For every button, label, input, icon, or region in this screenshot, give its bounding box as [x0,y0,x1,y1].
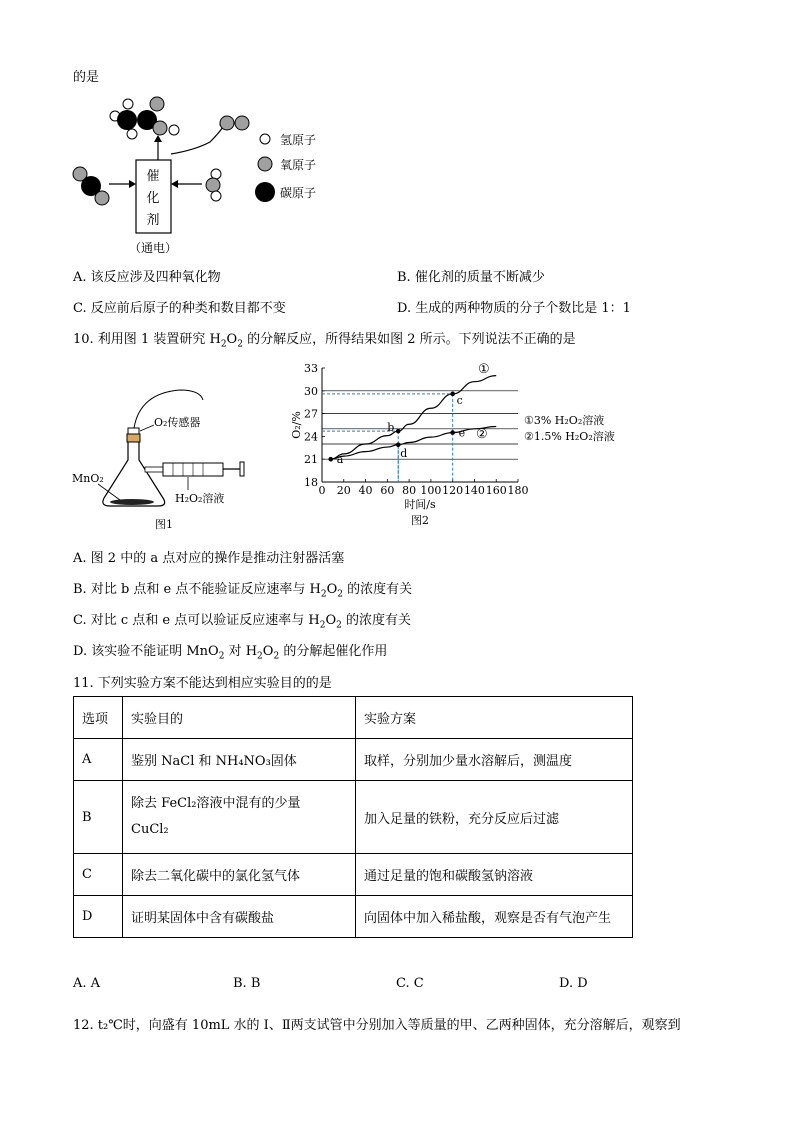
chart-axes [304,362,529,497]
option-c[interactable]: C. 反应前后原子的种类和数目都不变 [73,301,286,316]
o2-chart [290,360,630,532]
catalyst-char: 剂 [146,213,160,228]
question-11-stem: 11. 下列实验方案不能达到相应实验目的的是 [73,676,332,691]
legend-series-1: ①3% H₂O₂溶液 [524,414,605,427]
table-cell: 鉴别 NaCl 和 NH₄NO₃固体 [123,739,356,781]
point-label-b: b [387,421,395,435]
x-tick-label: 100 [420,484,442,497]
h2o2-label: H₂O₂溶液 [175,492,225,505]
question-continuation: 的是 [73,70,100,85]
carbon-legend-icon [255,182,275,202]
reaction-diagram [65,92,345,260]
table-cell: 证明某固体中含有碳酸盐 [123,896,356,938]
table-row [74,854,633,896]
table-row [74,781,633,854]
table-cell: 通过足量的饱和碳酸氢钠溶液 [356,854,633,896]
product-molecule-top [110,97,179,139]
legend-series-2: ②1.5% H₂O₂溶液 [524,430,615,443]
oxygen-legend-icon [258,157,272,171]
mno2-powder [110,499,154,505]
table-row [74,896,633,938]
answer-option-d[interactable]: D. D [559,976,588,991]
question-12-stem: 12. t₂℃时，向盛有 10mL 水的 Ⅰ、Ⅱ两支试管中分别加入等质量的甲、乙两种固体，充分溶解后，观察到 [73,1018,681,1033]
series-line-1 [331,376,497,460]
answer-option-c[interactable]: C. C [396,976,424,991]
sensor-label: O₂传感器 [154,416,201,429]
legend-label: 氢原子 [280,133,317,147]
option-c[interactable]: C. 对比 c 点和 e 点可以验证反应速率与 $H_2O_2$ 的浓度有关 [73,613,412,631]
table-cell: 取样，分别加少量水溶解后，测温度 [356,739,633,781]
option-d[interactable]: D. 该实验不能证明 MnO$_2$ 对 $H_2O_2$ 的分解起催化作用 [73,644,388,662]
y-tick-label: 30 [304,384,318,398]
sensor-icon [128,428,139,434]
table-cell: 除去二氧化碳中的氯化氢气体 [123,854,356,896]
table-row [74,739,633,781]
series-2-marker: ② [476,427,488,442]
apparatus-figure [70,378,270,533]
series-1-marker: ① [478,362,490,377]
chart-points [322,392,465,482]
option-a[interactable]: A. 图 2 中的 a 点对应的操作是推动注射器活塞 [73,551,345,566]
legend-label: 碳原子 [280,186,317,200]
table-header: 实验方案 [356,697,633,739]
reactant-co2 [73,167,109,205]
answer-option-b[interactable]: B. B [233,976,261,991]
legend-label: 氧原子 [280,158,317,172]
hydrogen-legend-icon [260,134,270,144]
y-tick-label: 21 [304,453,318,467]
table-cell: D [74,896,123,938]
option-d[interactable]: D. 生成的两种物质的分子个数比是 1：1 [397,301,631,316]
chart-grid [322,391,518,459]
reactant-h2o [206,169,221,201]
x-tick-label: 160 [485,484,507,497]
y-tick-label: 18 [304,476,318,489]
point-label-c: c [456,393,463,407]
table-header-row [74,697,633,739]
option-b[interactable]: B. 对比 b 点和 e 点不能验证反应速率与 $H_2O_2$ 的浓度有关 [73,582,413,600]
table-cell: A [74,739,123,781]
table-cell: 加入足量的铁粉，充分反应后过滤 [356,781,633,854]
x-tick-label: 60 [380,484,395,497]
data-point-a [328,457,333,462]
x-tick-label: 140 [463,484,485,497]
product-o2 [220,116,249,130]
x-tick-label: 0 [318,484,326,497]
x-axis-label: 时间/s [404,498,436,511]
y-tick-label: 27 [304,407,318,421]
figure2-caption: 图2 [411,514,429,527]
point-label-a: a [336,453,344,467]
table-cell: 向固体中加入稀盐酸，观察是否有气泡产生 [356,896,633,938]
option-b[interactable]: B. 催化剂的质量不断减少 [397,270,545,285]
table-header: 实验目的 [123,697,356,739]
catalyst-char: 化 [146,191,160,206]
experiment-table [73,696,633,938]
x-tick-label: 180 [507,484,529,497]
y-axis-label: O₂/% [290,411,303,439]
point-label-e: e [458,426,466,440]
mno2-label: MnO₂ [72,472,104,485]
table-header: 选项 [74,697,123,739]
y-tick-label: 24 [304,430,318,444]
chart-series [331,376,497,460]
catalyst-char: 催 [146,169,160,184]
conical-flask [103,442,165,506]
table-cell: 除去 FeCl₂溶液中混有的少量 CuCl₂ [123,781,356,854]
x-tick-label: 20 [336,484,351,497]
x-tick-label: 120 [442,484,464,497]
answer-option-a[interactable]: A. A [73,976,101,991]
power-label: （通电） [128,241,178,255]
data-point-c [450,392,455,397]
figure1-caption: 图1 [155,518,173,531]
data-point-b [396,429,401,434]
legend [255,133,316,202]
series-line-2 [331,427,497,460]
point-label-d: d [400,446,408,460]
x-tick-label: 80 [402,484,417,497]
question-10-stem: 10. 利用图 1 装置研究 $H_2O_2$ 的分解反应，所得结果如图 2 所示。下列说法不正确的是 [73,332,576,350]
y-tick-label: 33 [304,362,318,375]
table-cell: B [74,781,123,854]
table-cell: C [74,854,123,896]
x-tick-label: 40 [358,484,373,497]
data-point-e [450,430,455,435]
option-a[interactable]: A. 该反应涉及四种氧化物 [73,270,221,285]
